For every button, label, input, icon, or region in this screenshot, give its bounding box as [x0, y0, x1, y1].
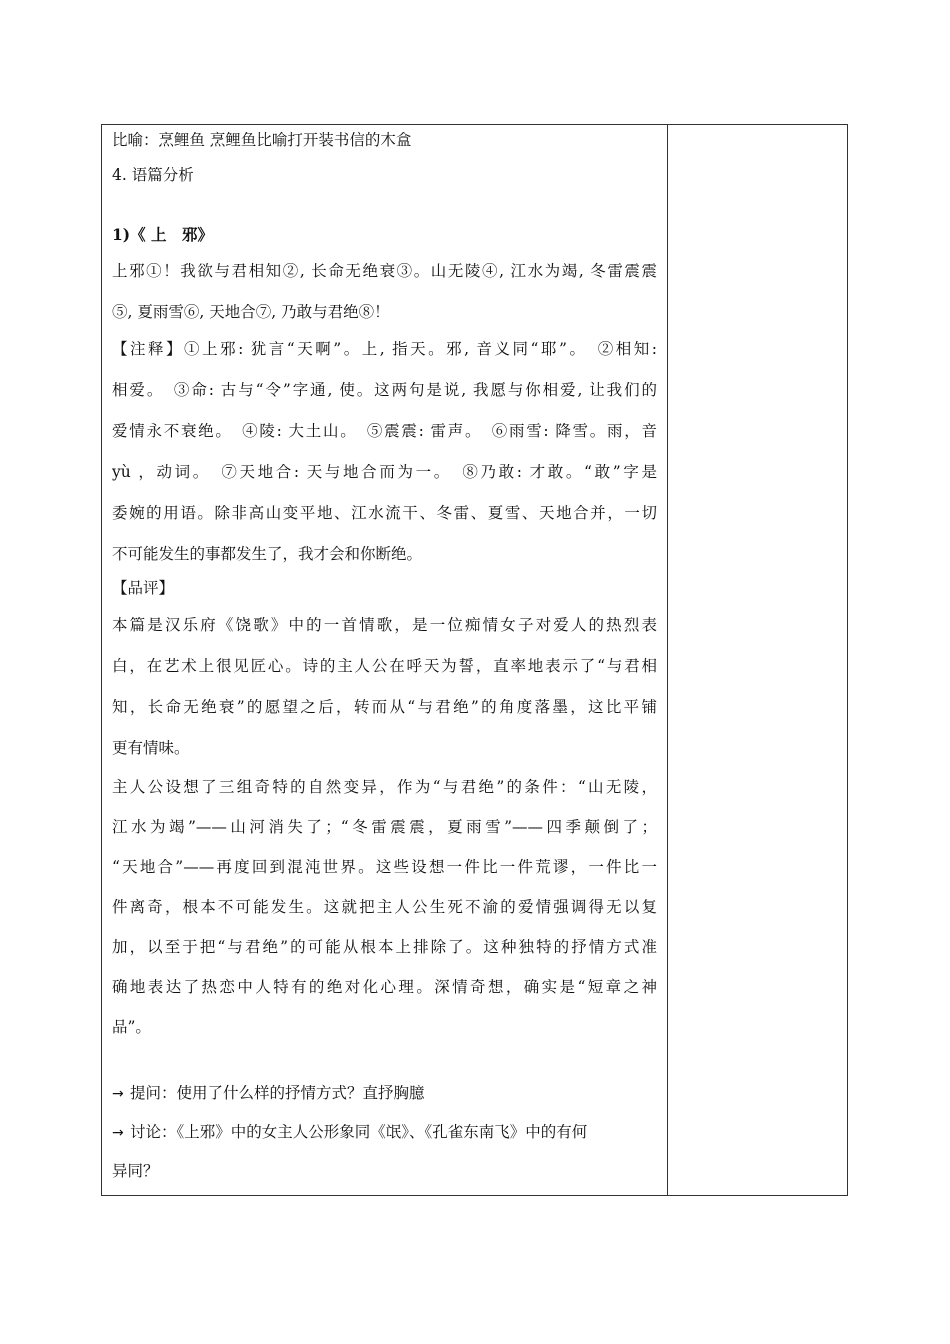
metaphor-line: 比喻：烹鲤鱼 烹鲤鱼比喻打开装书信的木盒	[112, 131, 412, 149]
question-item	[112, 1083, 425, 1104]
review-line: 本篇是汉乐府《饶歌》中的一首情歌，是一位痴情女子对爱人的热烈表	[112, 616, 657, 634]
annotation-line: 【注释】①上邪: 犹言“天啊”。上, 指天。邪, 音义同“耶”。 ②相知:	[112, 340, 657, 358]
annotation-line: 不可能发生的事都发生了，我才会和你断绝。	[112, 545, 423, 563]
section-heading: 4. 语篇分析	[112, 166, 194, 184]
review-line: 江水为竭”——山河消失了；“冬雷震震，夏雨雪”——四季颠倒了；	[112, 818, 657, 836]
annotation-line: 相爱。 ③命: 古与“令”字通, 使。这两句是说, 我愿与你相爱, 让我们的	[112, 381, 657, 399]
arrow-right-icon: →	[112, 1086, 124, 1102]
discussion-continuation: 异同？	[112, 1162, 159, 1180]
notes-cell	[668, 125, 847, 1195]
review-line: 知，长命无绝衰”的愿望之后，转而从“与君绝”的角度落墨，这比平铺	[112, 698, 657, 716]
annotation-line: 委婉的用语。除非高山变平地、江水流干、冬雷、夏雪、天地合并，一切	[112, 504, 657, 522]
review-line: 品”。	[112, 1018, 151, 1036]
review-heading: 【品评】	[112, 579, 175, 597]
discussion-text: 讨论：《上邪》中的女主人公形象同《氓》、《孔雀东南飞》中的有何	[130, 1123, 588, 1141]
review-line: 件离奇，根本不可能发生。这就把主人公生死不渝的爱情强调得无以复	[112, 898, 657, 916]
review-line: “天地合”——再度回到混沌世界。这些设想一件比一件荒谬，一件比一	[112, 858, 657, 876]
review-line: 更有情味。	[112, 739, 190, 757]
question-text: 提问：使用了什么样的抒情方式？直抒胸臆	[130, 1084, 425, 1102]
review-line: 主人公设想了三组奇特的自然变异，作为“与君绝”的条件：“山无陵，	[112, 778, 657, 796]
arrow-right-icon: →	[112, 1125, 124, 1141]
poem-line: 上邪①！我欲与君相知②, 长命无绝衰③。山无陵④, 江水为竭, 冬雷震震	[112, 262, 657, 280]
poem-title: 1)《 上 邪》	[112, 225, 214, 244]
annotation-line: yù ，动词。 ⑦天地合: 天与地合而为一。 ⑧乃敢: 才敢。“敢”字是	[112, 463, 657, 481]
poem-line: ⑤, 夏雨雪⑥, 天地合⑦, 乃敢与君绝⑧！	[112, 303, 390, 321]
review-line: 确地表达了热恋中人特有的绝对化心理。深情奇想，确实是“短章之神	[112, 978, 657, 996]
review-line: 白，在艺术上很见匠心。诗的主人公在呼天为誓，直率地表示了“与君相	[112, 657, 657, 675]
document-table	[101, 124, 848, 1196]
discussion-item	[112, 1122, 657, 1143]
review-line: 加，以至于把“与君绝”的可能从根本上排除了。这种独特的抒情方式准	[112, 938, 657, 956]
annotation-line: 爱情永不衰绝。 ④陵: 大土山。 ⑤震震: 雷声。 ⑥雨雪: 降雪。雨，音	[112, 422, 657, 440]
